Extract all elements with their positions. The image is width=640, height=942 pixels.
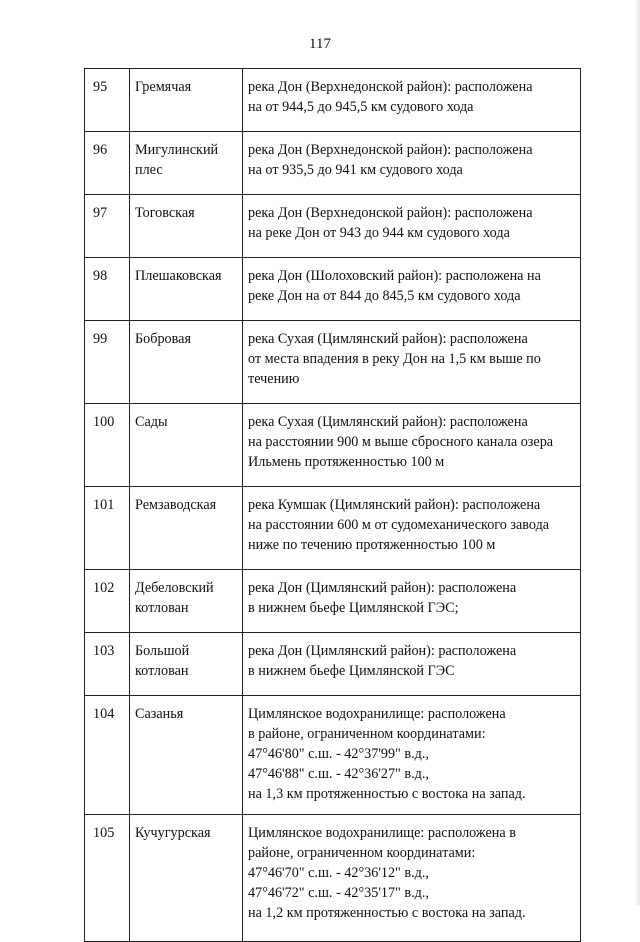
site-location-line: на от 944,5 до 945,5 км судового хода xyxy=(248,99,474,115)
table-row xyxy=(85,321,581,404)
site-name xyxy=(130,404,243,487)
site-location-line: течению xyxy=(248,371,300,387)
site-name-line: плес xyxy=(135,162,163,178)
table-row xyxy=(85,570,581,633)
site-location xyxy=(243,258,581,321)
table-row xyxy=(85,633,581,696)
site-name-line: Сады xyxy=(135,414,168,430)
site-name-line: Сазанья xyxy=(135,706,184,722)
row-number: 103 xyxy=(85,633,130,696)
site-location-line: 47°46'80" с.ш. - 42°37'99" в.д., xyxy=(248,746,429,762)
table-row xyxy=(85,815,581,942)
site-name xyxy=(130,815,243,942)
table-row xyxy=(85,132,581,195)
site-name-line: котлован xyxy=(135,600,189,616)
site-location-line: на 1,3 км протяженностью с востока на запад. xyxy=(248,786,526,802)
site-name xyxy=(130,570,243,633)
site-location xyxy=(243,487,581,570)
site-location-line: река Дон (Верхнедонской район): расположена xyxy=(248,205,533,221)
site-location xyxy=(243,321,581,404)
site-location-line: река Сухая (Цимлянский район): расположена xyxy=(248,414,528,430)
site-location xyxy=(243,633,581,696)
site-name xyxy=(130,195,243,258)
site-name-line: Бобровая xyxy=(135,331,191,347)
site-location-line: от места впадения в реку Дон на 1,5 км выше по xyxy=(248,351,541,367)
site-location xyxy=(243,696,581,815)
row-number: 97 xyxy=(85,195,130,258)
site-location-line: Цимлянское водохранилище: расположена xyxy=(248,706,506,722)
site-name xyxy=(130,633,243,696)
site-location-line: районе, ограниченном координатами: xyxy=(248,845,476,861)
site-name-line: Плешаковская xyxy=(135,268,222,284)
row-number: 104 xyxy=(85,696,130,815)
site-location-line: в районе, ограниченном координатами: xyxy=(248,726,486,742)
site-location-line: река Дон (Цимлянский район): расположена xyxy=(248,643,517,659)
site-name-line: Кучугурская xyxy=(135,825,211,841)
site-location xyxy=(243,404,581,487)
site-location-line: на от 935,5 до 941 км судового хода xyxy=(248,162,463,178)
site-location-line: на реке Дон от 943 до 944 км судового хода xyxy=(248,225,510,241)
site-location-line: 47°46'70" с.ш. - 42°36'12" в.д., xyxy=(248,865,429,881)
table-row xyxy=(85,258,581,321)
page-edge-shadow xyxy=(634,0,640,905)
site-location-line: река Дон (Верхнедонской район): расположена xyxy=(248,79,533,95)
page-number: 117 xyxy=(309,36,331,52)
site-name-line: Гремячая xyxy=(135,79,192,95)
site-location xyxy=(243,69,581,132)
site-location-line: река Дон (Верхнедонской район): расположена xyxy=(248,142,533,158)
site-location-line: река Дон (Цимлянский район): расположена xyxy=(248,580,517,596)
table-row xyxy=(85,487,581,570)
row-number: 102 xyxy=(85,570,130,633)
site-name-line: Ремзаводская xyxy=(135,497,217,513)
site-name-line: Дебеловский xyxy=(135,580,214,596)
site-location xyxy=(243,815,581,942)
site-location-line: реке Дон на от 844 до 845,5 км судового хода xyxy=(248,288,521,304)
site-location-line: на расстоянии 900 м выше сбросного канала озера xyxy=(248,434,554,450)
site-location-line: ниже по течению протяженностью 100 м xyxy=(248,537,496,553)
fishing-sites-table xyxy=(84,68,581,942)
site-name xyxy=(130,69,243,132)
site-location-line: 47°46'88" с.ш. - 42°36'27" в.д., xyxy=(248,766,429,782)
row-number: 96 xyxy=(85,132,130,195)
row-number: 99 xyxy=(85,321,130,404)
row-number: 95 xyxy=(85,69,130,132)
site-location xyxy=(243,132,581,195)
table-body xyxy=(85,69,581,942)
table-row xyxy=(85,69,581,132)
table-row xyxy=(85,404,581,487)
site-location-line: в нижнем бьефе Цимлянской ГЭС; xyxy=(248,600,459,616)
site-location-line: на 1,2 км протяженностью с востока на запад. xyxy=(248,905,526,921)
site-location xyxy=(243,570,581,633)
site-location-line: река Дон (Шолоховский район): расположена на xyxy=(248,268,541,284)
site-location-line: река Сухая (Цимлянский район): расположена xyxy=(248,331,528,347)
row-number: 100 xyxy=(85,404,130,487)
site-location-line: Ильмень протяженностью 100 м xyxy=(248,454,445,470)
row-number: 98 xyxy=(85,258,130,321)
table-row xyxy=(85,195,581,258)
site-name xyxy=(130,696,243,815)
site-name-line: котлован xyxy=(135,663,189,679)
site-name xyxy=(130,321,243,404)
site-name-line: Мигулинский xyxy=(135,142,219,158)
site-location-line: река Кумшак (Цимлянский район): расположена xyxy=(248,497,541,513)
site-location-line: 47°46'72" с.ш. - 42°35'17" в.д., xyxy=(248,885,429,901)
site-name xyxy=(130,487,243,570)
site-location xyxy=(243,195,581,258)
site-location-line: Цимлянское водохранилище: расположена в xyxy=(248,825,516,841)
table-row xyxy=(85,696,581,815)
site-location-line: на расстоянии 600 м от судомеханического завода xyxy=(248,517,550,533)
row-number: 101 xyxy=(85,487,130,570)
site-name-line: Большой xyxy=(135,643,190,659)
site-name xyxy=(130,258,243,321)
site-name xyxy=(130,132,243,195)
site-name-line: Тоговская xyxy=(135,205,195,221)
row-number: 105 xyxy=(85,815,130,942)
site-location-line: в нижнем бьефе Цимлянской ГЭС xyxy=(248,663,455,679)
